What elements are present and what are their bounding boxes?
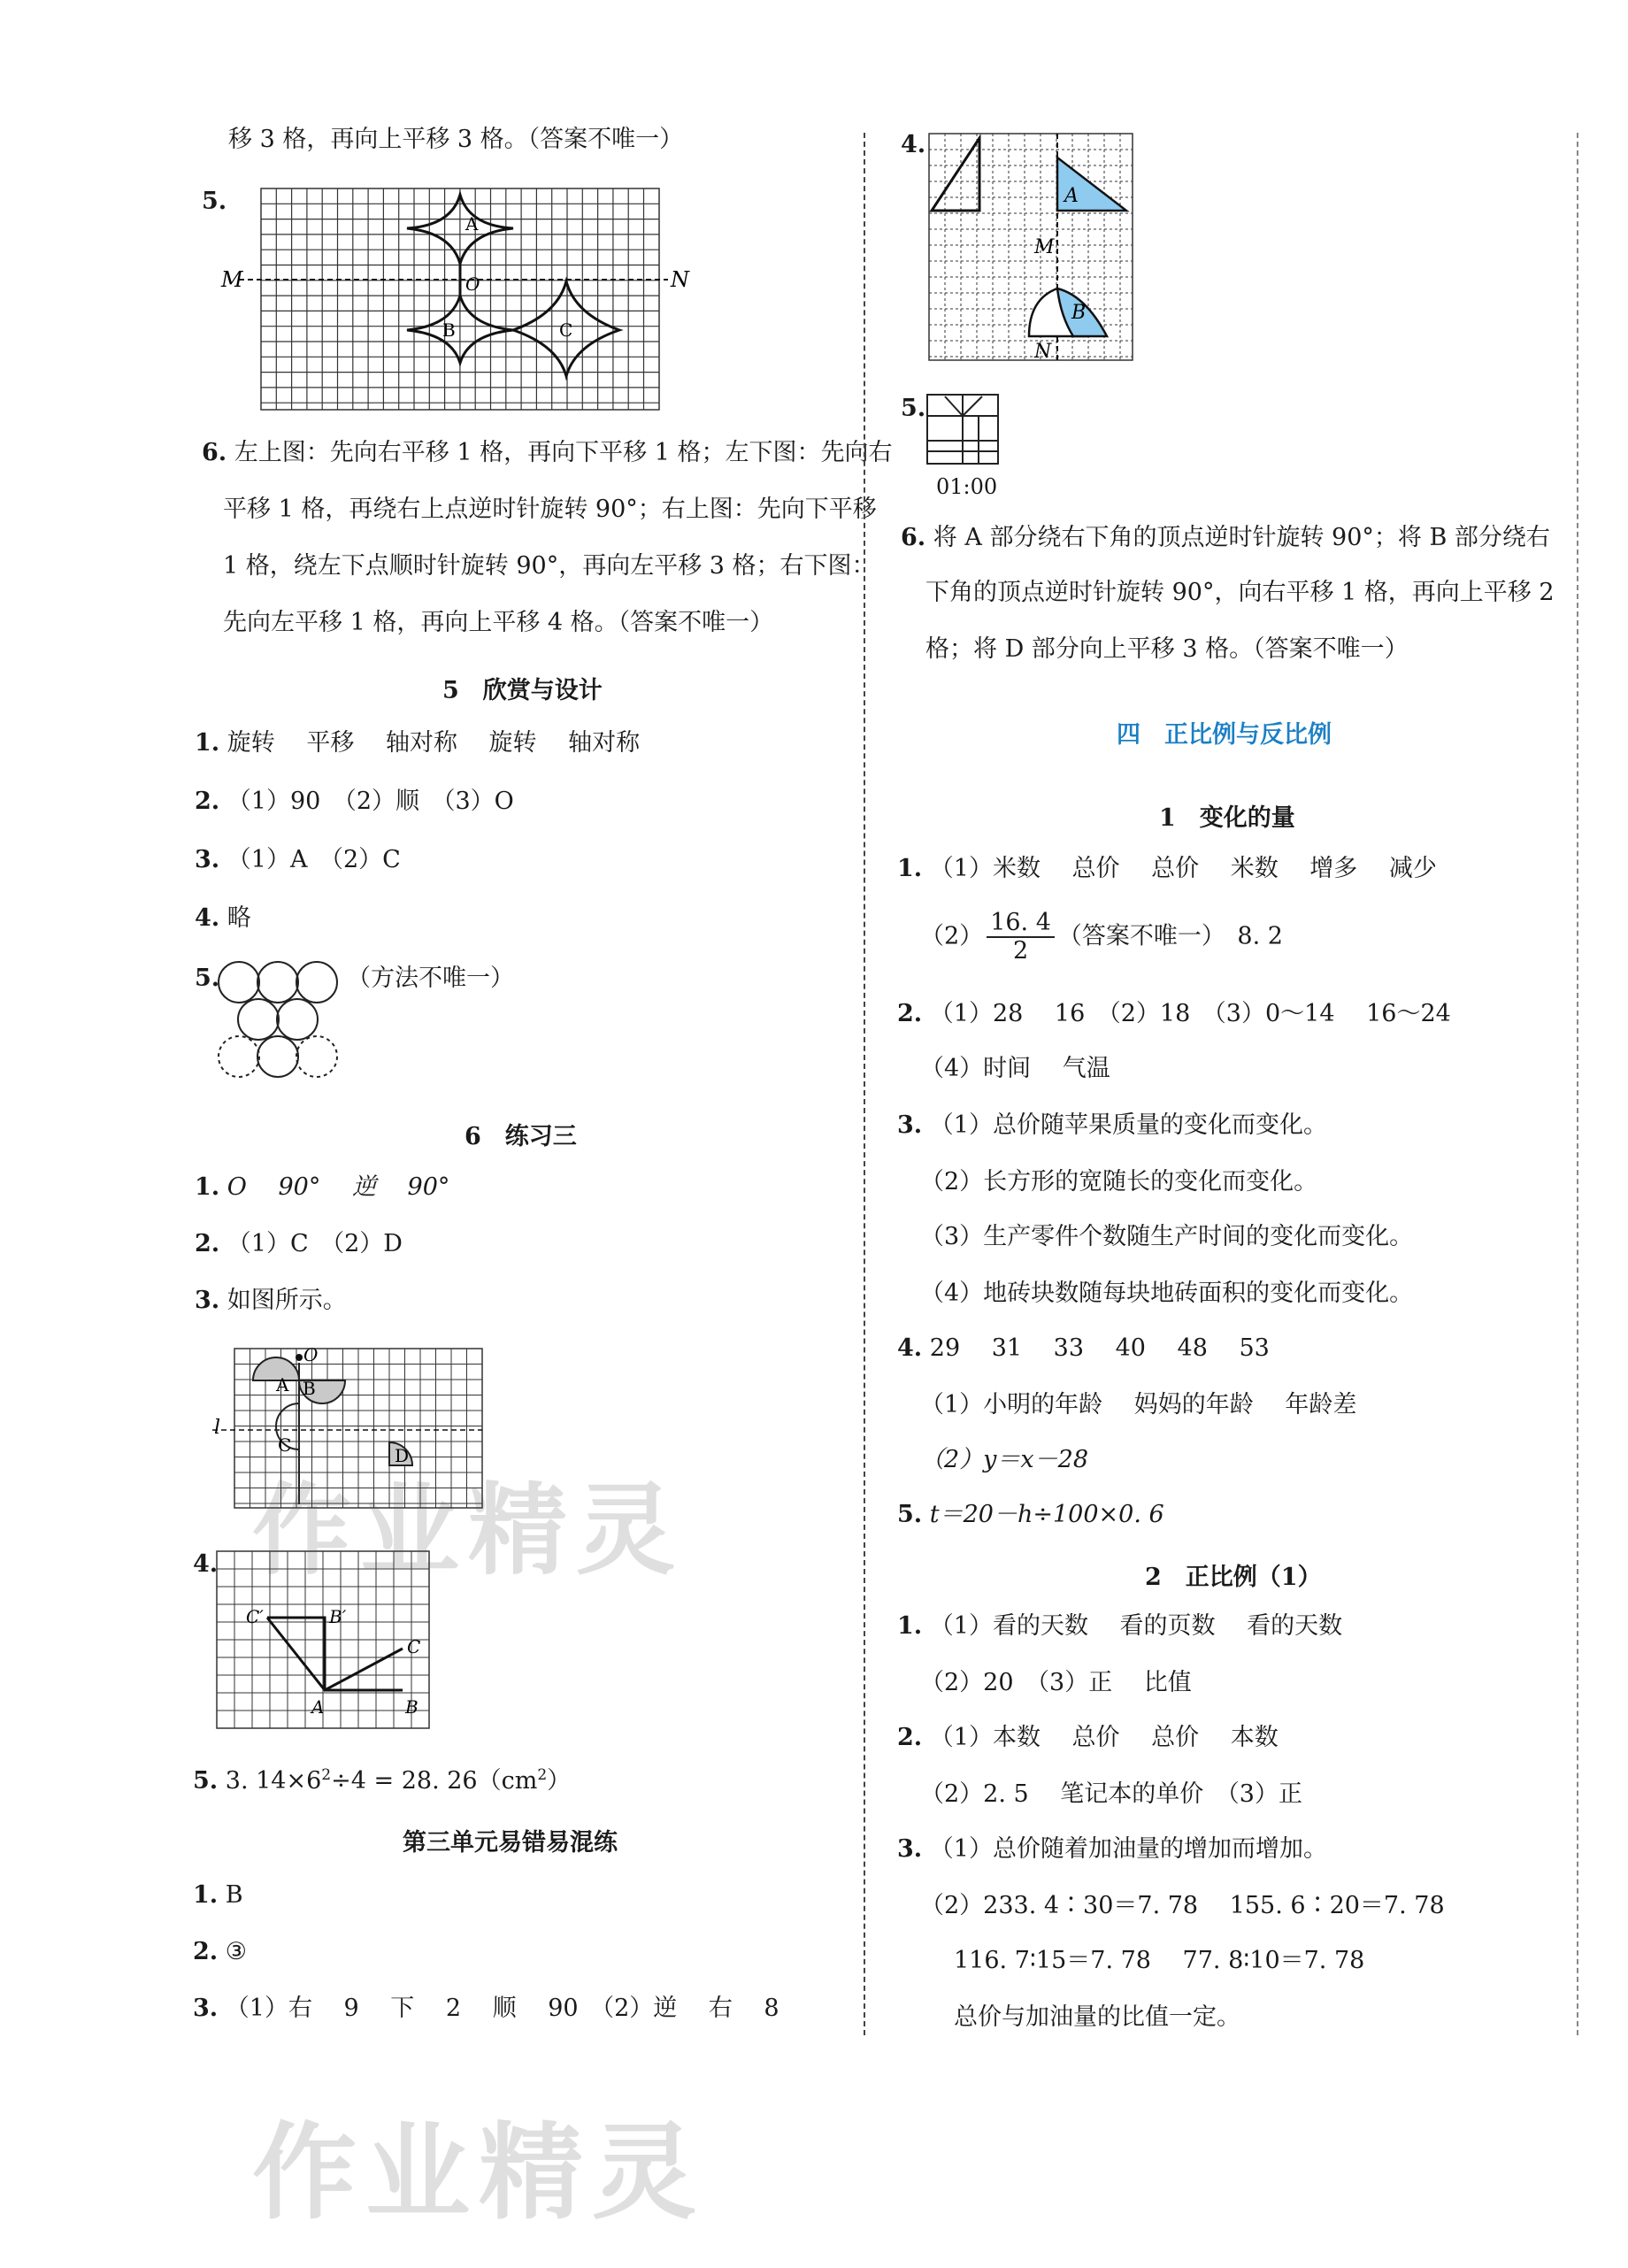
sub1-q5: 5. t＝20－h÷100×0. 6 — [897, 1501, 1164, 1528]
right-q4-number: 4. — [901, 131, 926, 158]
right-q6: 6. 将 A 部分绕右下角的顶点逆时针旋转 90°；将 B 部分绕右 — [901, 524, 1550, 551]
sec6-q2: 2. （1）C （2）D — [195, 1230, 403, 1257]
sub2-title: 2 正比例（1） — [1145, 1564, 1322, 1591]
sub2-q1b: （2）20 （3）正 比值 — [920, 1669, 1192, 1696]
sub1-q4-3: （2）y＝x－28 — [920, 1446, 1089, 1473]
left-q6-line2: 平移 1 格，再绕右上点逆时针旋转 90°；右上图：先向下平移 — [223, 496, 877, 523]
sec5-q5-number: 5. — [195, 965, 220, 992]
svg-text:O: O — [303, 1344, 319, 1365]
translation-grid-figure — [221, 186, 689, 416]
unit3-review-title: 第三单元易错易混练 — [403, 1829, 618, 1857]
sec6-q3: 3. 如图所示。 — [195, 1287, 347, 1314]
sub1-q3-4: （4）地砖块数随每块地砖面积的变化而变化。 — [920, 1280, 1414, 1307]
sec5-q1: 1. 旋转 平移 轴对称 旋转 轴对称 — [195, 729, 641, 757]
sub1-q1a: 1. （1）米数 总价 总价 米数 增多 减少 — [897, 855, 1437, 882]
left-q6-line4: 先向左平移 1 格，再向上平移 4 格。（答案不唯一） — [223, 609, 774, 636]
sec5-q5-note: （方法不唯一） — [347, 965, 514, 992]
sub2-q2a: 2. （1）本数 总价 总价 本数 — [897, 1724, 1279, 1751]
right-q6-line3: 格；将 D 部分向上平移 3 格。（答案不唯一） — [925, 635, 1409, 663]
sub1-q3: 3. （1）总价随苹果质量的变化而变化。 — [897, 1111, 1327, 1139]
sub2-q3d: 总价与加油量的比值一定。 — [954, 2003, 1240, 2031]
sub1-q1b: （2） $\frac{16. 4}{2}$ （答案不唯一） 8. 2 — [920, 909, 1283, 965]
svg-text:C′: C′ — [246, 1606, 264, 1627]
sub2-q3a: 3. （1）总价随着加油量的增加而增加。 — [897, 1835, 1327, 1863]
unit3-q2: 2. ③ — [193, 1938, 247, 1965]
circle-pattern-figure — [217, 959, 349, 1083]
label-b: B — [442, 319, 456, 341]
svg-text:D: D — [395, 1445, 410, 1466]
sub2-q2b: （2）2. 5 笔记本的单价 （3）正 — [920, 1780, 1302, 1808]
svg-text:C: C — [407, 1636, 421, 1657]
sub1-title: 1 变化的量 — [1159, 804, 1295, 832]
right-q5-number: 5. — [901, 395, 926, 422]
right-margin-divider — [1577, 133, 1578, 2035]
label-n: N — [671, 267, 689, 292]
label-c: C — [559, 319, 573, 341]
sub1-q2a: 2. （1）28 16 （2）18 （3）0～14 16～24 — [897, 1000, 1451, 1027]
right-q6-line2: 下角的顶点逆时针旋转 90°，向右平移 1 格，再向上平移 2 — [925, 579, 1555, 606]
svg-text:A: A — [311, 1696, 325, 1718]
right-translation-grid — [925, 131, 1137, 365]
svg-text:A: A — [1064, 185, 1079, 207]
label-m: M — [221, 267, 243, 292]
sub2-q3c: 116. 7∶15＝7. 78 77. 8∶10＝7. 78 — [954, 1947, 1365, 1974]
sec5-q2: 2. （1）90 （2）顺 （3）O — [195, 788, 514, 815]
unit-4-title: 四 正比例与反比例 — [1117, 721, 1332, 749]
sub1-q2b: （4）时间 气温 — [920, 1055, 1110, 1082]
section-5-title: 5 欣赏与设计 — [442, 677, 603, 704]
section-6-title: 6 练习三 — [465, 1123, 577, 1150]
sub2-q1a: 1. （1）看的天数 看的页数 看的天数 — [897, 1612, 1343, 1640]
sub1-q4-2: （1）小明的年龄 妈妈的年龄 年龄差 — [920, 1391, 1357, 1418]
watermark-bottom: 作业精灵 — [252, 2111, 706, 2233]
svg-text:N: N — [1034, 341, 1052, 363]
unit3-q3: 3. （1）右 9 下 2 顺 90 （2）逆 右 8 — [193, 1995, 779, 2022]
sub1-q4: 4. 29 31 33 40 48 53 — [897, 1334, 1270, 1362]
svg-text:M: M — [1034, 236, 1055, 258]
left-q6-line3: 1 格，绕左下点顺时针旋转 90°，再向左平移 3 格；右下图： — [223, 552, 876, 580]
left-q5-number: 5. — [202, 188, 227, 215]
sec6-q4-number: 4. — [193, 1550, 219, 1578]
clock-time: 01:00 — [936, 474, 998, 499]
column-divider — [864, 133, 865, 2035]
svg-text:A: A — [276, 1374, 289, 1395]
star-shapes — [407, 195, 619, 376]
sec6-q1: 1. O 90° 逆 90° — [195, 1173, 450, 1201]
unit3-q1: 1. B — [193, 1881, 243, 1909]
sub1-q3-3: （3）生产零件个数随生产时间的变化而变化。 — [920, 1223, 1414, 1250]
svg-text:l: l — [214, 1417, 221, 1439]
svg-text:B: B — [405, 1696, 419, 1718]
sub1-q3-2: （2）长方形的宽随长的变化而变化。 — [920, 1168, 1318, 1196]
svg-text:B: B — [1071, 302, 1087, 324]
label-a: A — [465, 213, 479, 234]
svg-text:B′: B′ — [329, 1606, 347, 1627]
label-o: O — [465, 273, 480, 295]
sec5-q4: 4. 略 — [195, 904, 251, 932]
clock-tile-figure — [925, 393, 1002, 467]
sec5-q3: 3. （1）A （2）C — [195, 846, 401, 873]
sec6-q5: 5. 3. $14\times 6^2\div 4 = 28$. $26(cm^2)$ — [193, 1766, 572, 1795]
watermark-mid: 作业精灵 — [252, 1473, 684, 1588]
svg-text:C: C — [278, 1434, 292, 1456]
left-q6: 6. 左上图：先向右平移 1 格，再向下平移 1 格；左下图：先向右 — [202, 439, 893, 466]
left-continued-answer: 移 3 格，再向上平移 3 格。（答案不唯一） — [228, 126, 684, 153]
svg-text:B: B — [303, 1378, 316, 1399]
sub2-q3b: （2）233. 4∶30＝7. 78 155. 6∶20＝7. 78 — [920, 1892, 1445, 1919]
